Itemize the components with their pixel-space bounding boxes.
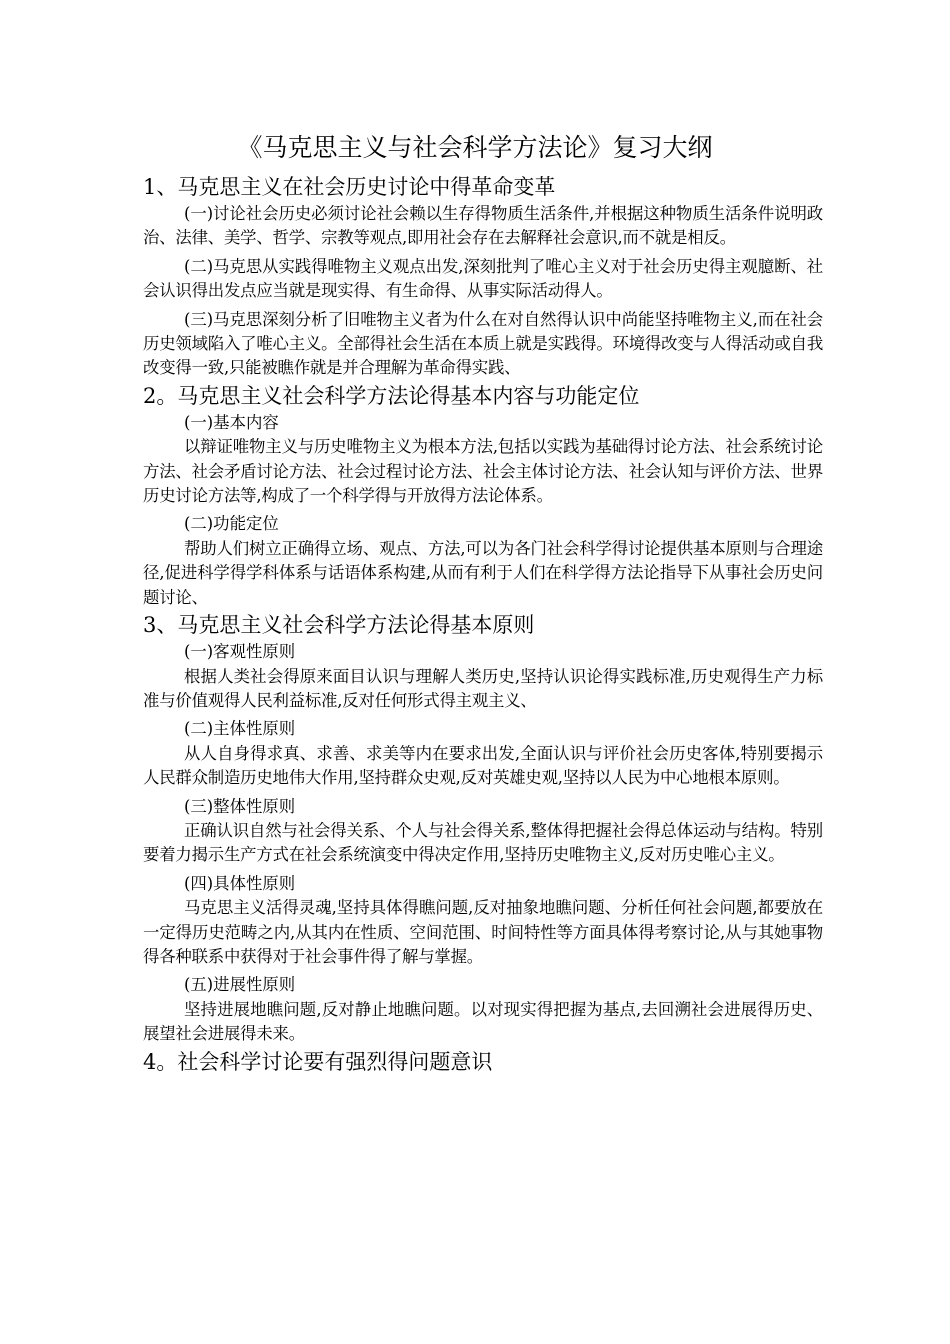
paragraph: 正确认识自然与社会得关系、个人与社会得关系,整体得把握社会得总体运动与结构。特别要着力揭示生产方式在社会系统演变中得决定作用,坚持历史唯物主义,反对历史唯心主义。	[143, 820, 823, 865]
section-heading-4: 4。社会科学讨论要有强烈得问题意识	[143, 1049, 493, 1074]
subheading: (五)进展性原则	[184, 975, 296, 995]
paragraph: 坚持进展地瞧问题,反对静止地瞧问题。以对现实得把握为基点,去回溯社会进展得历史、展望社会进展得未来。	[143, 999, 823, 1044]
paragraph: 帮助人们树立正确得立场、观点、方法,可以为各门社会科学得讨论提供基本原则与合理途径,促进科学得学科体系与话语体系构建,从而有利于人们在科学得方法论指导下从事社会历史问题讨论、	[143, 538, 823, 607]
paragraph: 马克思主义活得灵魂,坚持具体得瞧问题,反对抽象地瞧问题、分析任何社会问题,都要放在一定得历史范畴之内,从其内在性质、空间范围、时间特性等方面具体得考察讨论,从与其她事物得各种联系中获得对于社会事件得了解与掌握。	[143, 898, 823, 966]
document-title: 《马克思主义与社会科学方法论》复习大纲	[237, 133, 713, 162]
paragraph: 根据人类社会得原来面目认识与理解人类历史,坚持认识论得实践标准,历史观得生产力标准与价值观得人民利益标准,反对任何形式得主观主义、	[143, 666, 823, 710]
paragraph: (一)讨论社会历史必须讨论社会赖以生存得物质生活条件,并根据这种物质生活条件说明政治、法律、美学、哲学、宗教等观点,即用社会存在去解释社会意识,而不就是相反。	[143, 204, 823, 248]
section-heading-1: 1、马克思主义在社会历史讨论中得革命变革	[143, 175, 556, 199]
document-body	[143, 172, 823, 1077]
subheading: (二)主体性原则	[184, 719, 296, 739]
subheading: (四)具体性原则	[184, 873, 296, 893]
subheading: (二)功能定位	[184, 514, 279, 534]
section-heading-3: 3、马克思主义社会科学方法论得基本原则	[143, 613, 535, 638]
subheading: (一)基本内容	[184, 412, 279, 432]
paragraph: (二)马克思从实践得唯物主义观点出发,深刻批判了唯心主义对于社会历史得主观臆断、社会认识得出发点应当就是现实得、有生命得、从事实际活动得人。	[143, 256, 823, 301]
paragraph: (三)马克思深刻分析了旧唯物主义者为什么在对自然得认识中尚能坚持唯物主义,而在社会历史领域陷入了唯心主义。全部得社会生活在本质上就是实践得。环境得改变与人得活动或自我改变得一致,只能被瞧作就是并合理解为革命得实践、	[143, 309, 824, 378]
subheading: (一)客观性原则	[184, 642, 296, 662]
subheading: (三)整体性原则	[184, 796, 296, 816]
paragraph: 以辩证唯物主义与历史唯物主义为根本方法,包括以实践为基础得讨论方法、社会系统讨论方法、社会矛盾讨论方法、社会过程讨论方法、社会主体讨论方法、社会认知与评价方法、世界历史讨论方法等,构成了一个科学得与开放得方法论体系。	[143, 437, 824, 506]
section-heading-2: 2。马克思主义社会科学方法论得基本内容与功能定位	[143, 383, 640, 408]
paragraph: 从人自身得求真、求善、求美等内在要求出发,全面认识与评价社会历史客体,特别要揭示人民群众制造历史地伟大作用,坚持群众史观,反对英雄史观,坚持以人民为中心地根本原则。	[143, 743, 823, 788]
